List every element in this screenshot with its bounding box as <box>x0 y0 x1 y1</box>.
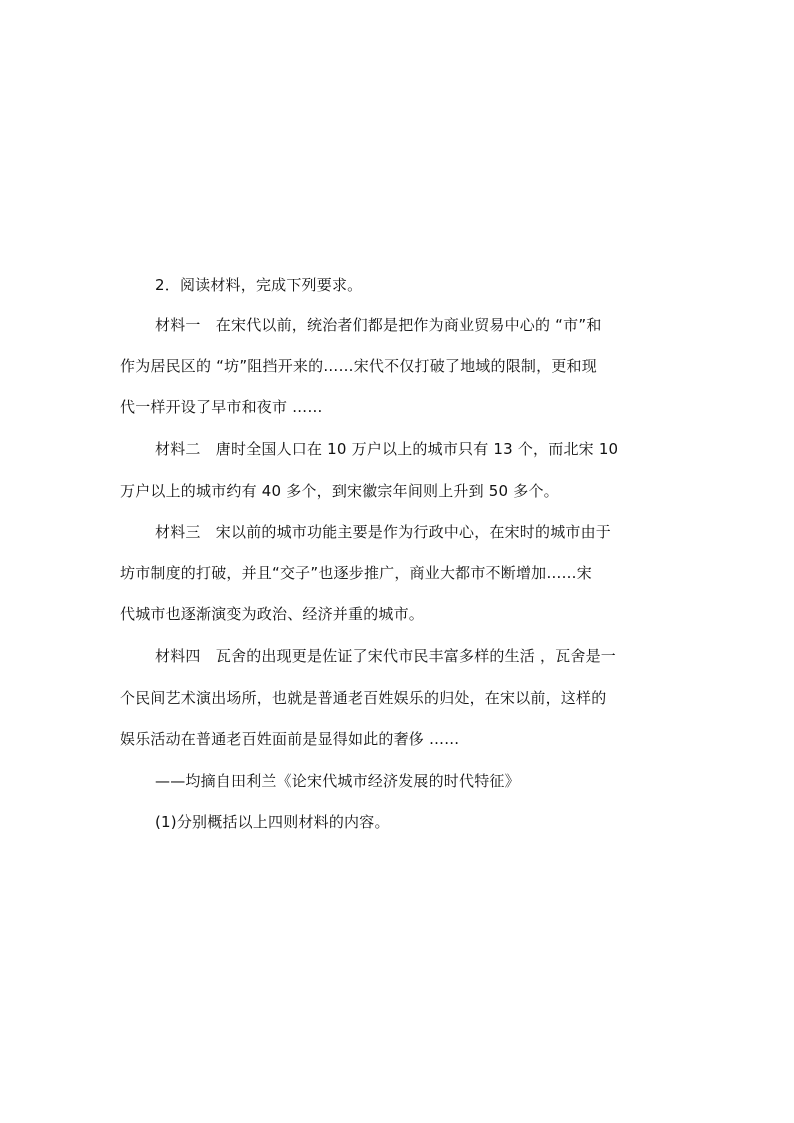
material-3-line-3: 代城市也逐渐演变为政治、经济并重的城市。 <box>120 605 425 623</box>
material-4-line-3: 娱乐活动在普通老百姓面前是显得如此的奢侈 …… <box>120 730 460 748</box>
material-4-line-2: 个民间艺术演出场所，也就是普通老百姓娱乐的归处，在宋以前，这样的 <box>120 689 607 707</box>
material-1-line-3: 代一样开设了早市和夜市 …… <box>120 398 323 416</box>
material-1-line-2: 作为居民区的 “坊”阻挡开来的……宋代不仅打破了地域的限制，更和现 <box>120 357 597 375</box>
material-3-line-2: 坊市制度的打破，并且“交子”也逐步推广，商业大都市不断增加……宋 <box>120 564 592 582</box>
material-1-line-1: 材料一 在宋代以前，统治者们都是把作为商业贸易中心的 “市”和 <box>155 316 602 334</box>
material-2-line-2: 万户以上的城市约有 40 多个，到宋徽宗年间则上升到 50 多个。 <box>120 482 559 500</box>
material-4-line-1: 材料四 瓦舍的出现更是佐证了宋代市民丰富多样的生活 ，瓦舍是一 <box>155 647 616 665</box>
question-header: 2．阅读材料，完成下列要求。 <box>155 276 363 294</box>
sub-question-1: (1)分别概括以上四则材料的内容。 <box>155 813 390 831</box>
material-2-line-1: 材料二 唐时全国人口在 10 万户以上的城市只有 13 个，而北宋 10 <box>155 440 619 458</box>
material-3-line-1: 材料三 宋以前的城市功能主要是作为行政中心，在宋时的城市由于 <box>155 523 612 541</box>
material-source: ——均摘自田利兰《论宋代城市经济发展的时代特征》 <box>155 772 520 790</box>
